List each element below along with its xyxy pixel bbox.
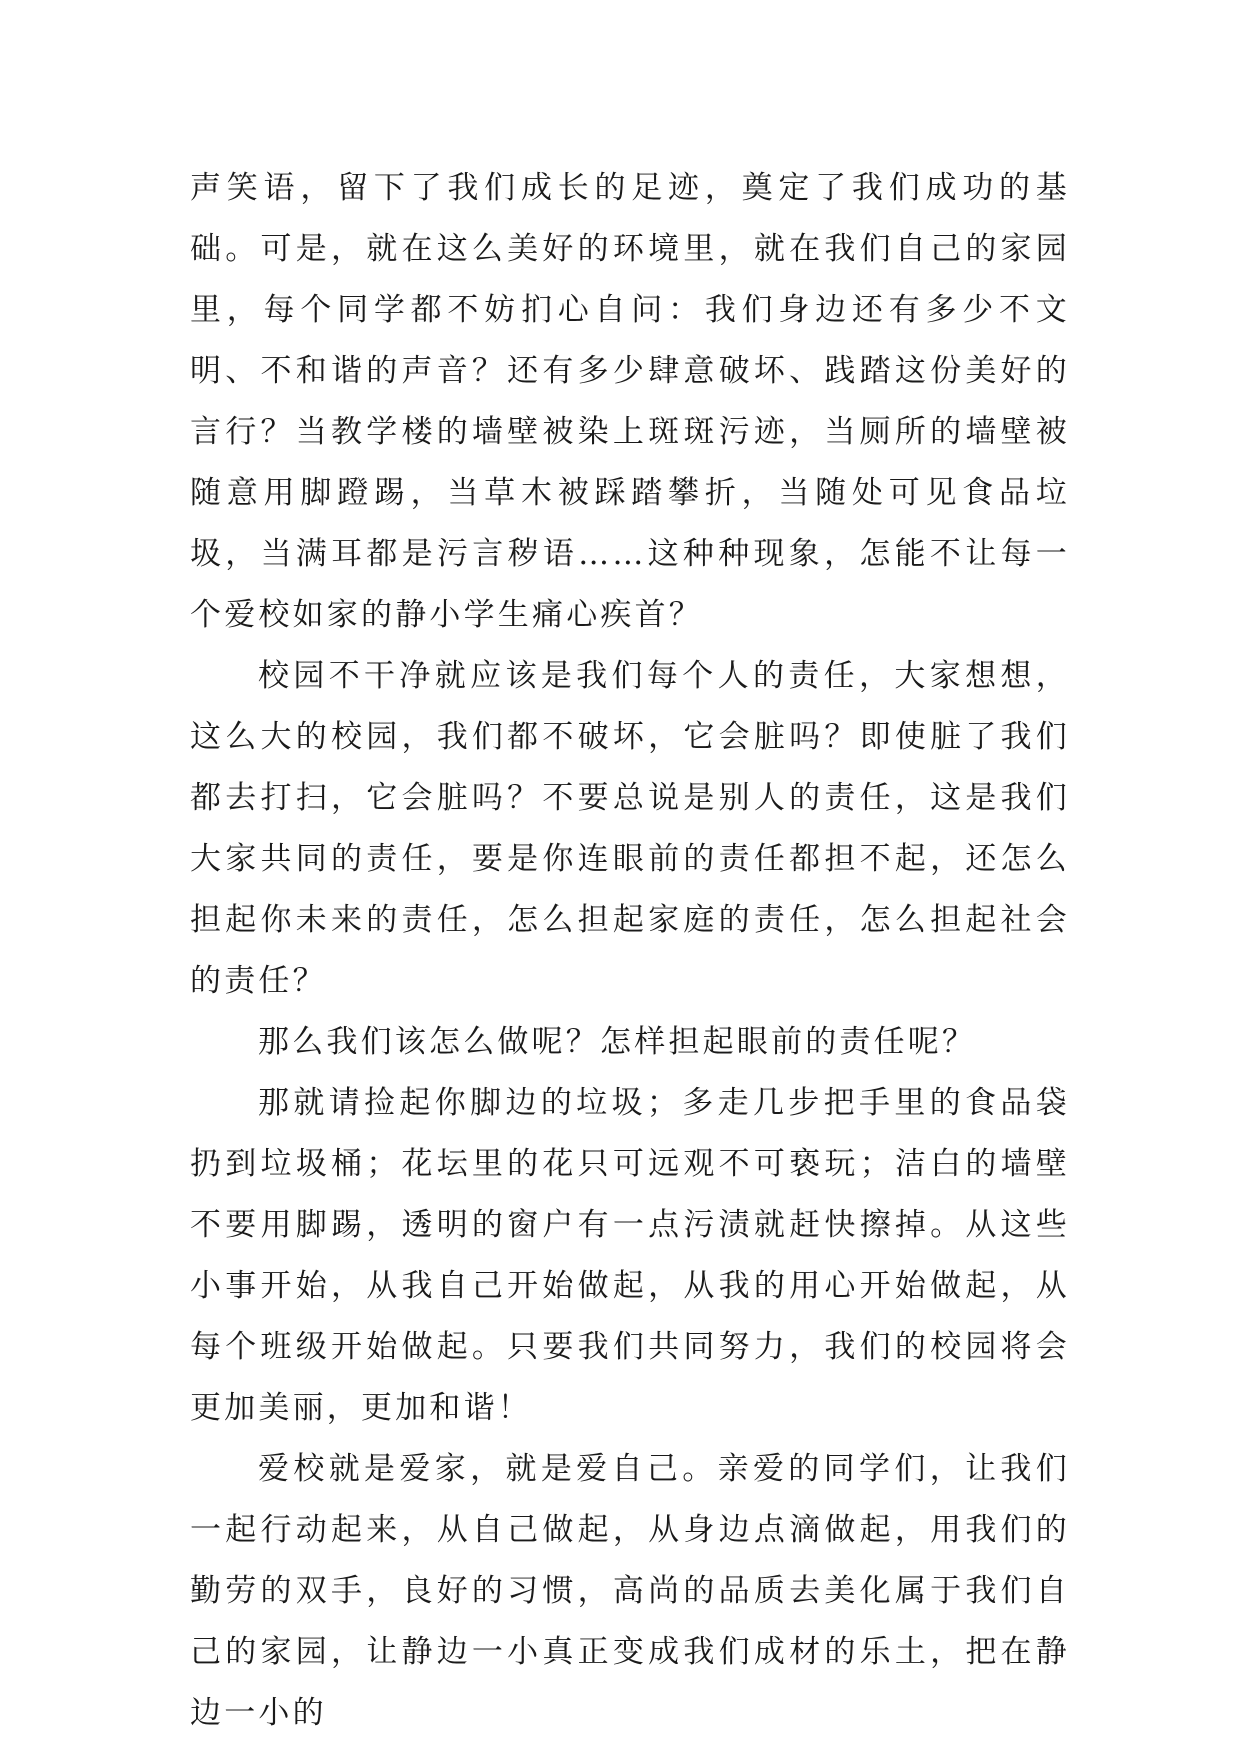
paragraph-4: 那就请捡起你脚边的垃圾；多走几步把手里的食品袋扔到垃圾桶；花坛里的花只可远观不可亵玩；洁白的墙壁不要用脚踢，透明的窗户有一点污渍就赶快擦掉。从这些小事开始，从我自己开始做起，从我的用心开始做起，从每个班级开始做起。只要我们共同努力，我们的校园将会更加美丽，更加和谐！ (190, 1085, 1070, 1426)
paragraph-1: 声笑语，留下了我们成长的足迹，奠定了我们成功的基础。可是，就在这么美好的环境里，就在我们自己的家园里，每个同学都不妨扪心自问：我们身边还有多少不文明、不和谐的声音？还有多少肆意破坏、践踏这份美好的言行？当教学楼的墙壁被染上斑斑污迹，当厕所的墙壁被随意用脚蹬踢，当草木被踩踏攀折，当随处可见食品垃圾，当满耳都是污言秽语……这种种现象，怎能不让每一个爱校如家的静小学生痛心疾首？ (190, 170, 1070, 633)
paragraph-3: 那么我们该怎么做呢？怎样担起眼前的责任呢？ (258, 1024, 977, 1060)
paragraph-2: 校园不干净就应该是我们每个人的责任，大家想想，这么大的校园，我们都不破坏，它会脏吗？即使脏了我们都去打扫，它会脏吗？不要总说是别人的责任，这是我们大家共同的责任，要是你连眼前的责任都担不起，还怎么担起你未来的责任，怎么担起家庭的责任，怎么担起社会的责任？ (190, 658, 1070, 999)
paragraph-5: 爱校就是爱家，就是爱自己。亲爱的同学们，让我们一起行动起来，从自己做起，从身边点滴做起，用我们的勤劳的双手，良好的习惯，高尚的品质去美化属于我们自己的家园，让静边一小真正变成我们成材的乐土，把在静边一小的 (190, 1451, 1070, 1731)
body-text (190, 158, 1070, 1744)
